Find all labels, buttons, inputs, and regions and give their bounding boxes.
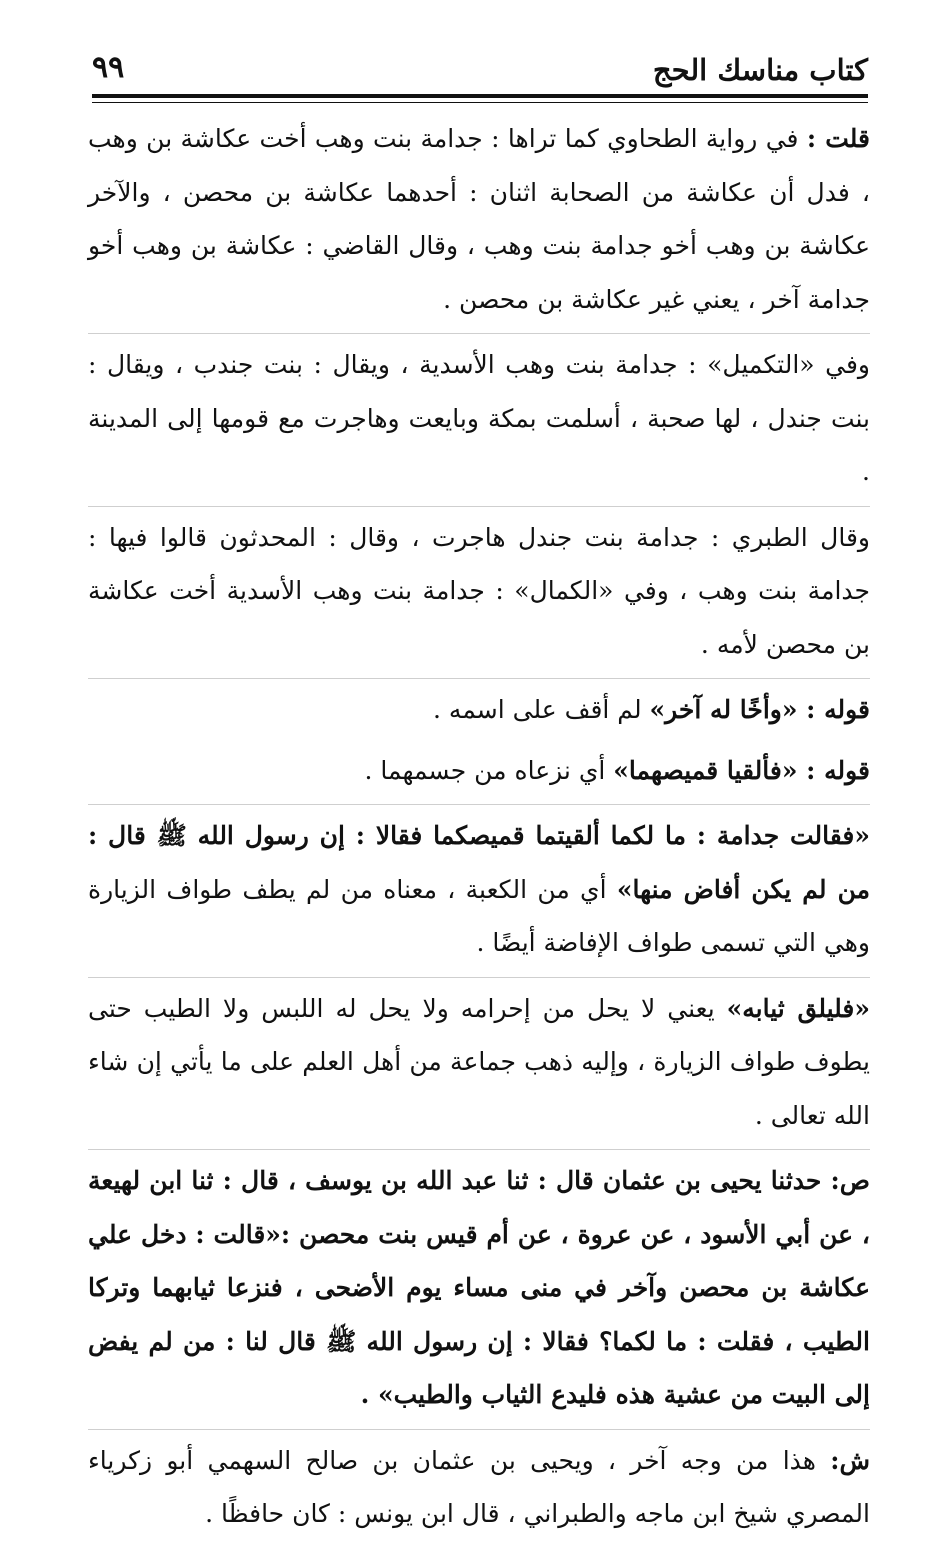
paragraph-lead: ش: <box>830 1445 870 1475</box>
paragraph-text: أي من الكعبة ، معناه من لم يطف طواف الزيارة وهي التي تسمى طواف الإفاضة أيضًا . <box>88 874 870 957</box>
paragraph-text: لم أقف على اسمه . <box>433 695 650 724</box>
paragraph-lead: قلت : <box>806 124 870 153</box>
paragraph-text: هذا من وجه آخر ، ويحيى بن عثمان بن صالح السهمي أبو زكرياء المصري شيخ ابن ماجه والطبراني ، قال ابن يونس : كان حافظًا . <box>88 1445 870 1528</box>
book-title: كتاب مناسك الحج <box>652 53 868 87</box>
page-body <box>88 112 870 1548</box>
paragraph-8 <box>88 1154 870 1430</box>
page-number: ٩٩ <box>92 50 125 85</box>
paragraph-text: وقال الطبري : جدامة بنت جندل هاجرت ، وقال : المحدثون قالوا فيها : جدامة بنت وهب ، وفي «الكمال» : جدامة بنت وهب الأسدية أخت عكاشة بن محصن لأمه . <box>88 522 870 659</box>
paragraph-lead: «فليلق ثيابه» <box>726 993 870 1023</box>
paragraph-2 <box>88 338 870 507</box>
paragraph-6 <box>88 809 870 978</box>
paragraph-1 <box>88 112 870 334</box>
paragraph-lead: ص: حدثنا يحيى بن عثمان قال : ثنا عبد الله بن يوسف ، قال : ثنا ابن لهيعة ، عن أبي الأسود ، عن عروة ، عن أم قيس بنت محصن :«قالت : دخل علي عكاشة بن محصن وآخر في منى مساء يوم الأضحى ، فنزعا ثيابهما وتركا الطيب ، فقلت : ما لكما؟ فقالا : إن رسول الله ﷺ قال لنا : من لم يفض إلى البيت من عشية هذه فليدع الثياب والطيب» . <box>88 1166 870 1409</box>
paragraph-text: أي نزعاه من جسمهما . <box>364 755 614 785</box>
paragraph-3 <box>88 511 870 680</box>
paragraph-lead: «فقالت جدامة : ما لكما ألقيتما قميصكما فقالا : إن رسول الله ﷺ قال : من لم يكن أفاض منها» <box>88 821 871 904</box>
paragraph-text: وفي «التكميل» : جدامة بنت وهب الأسدية ، ويقال : بنت جندب ، ويقال : بنت جندل ، لها صحبة ، أسلمت بمكة وبايعت وهاجرت مع قومها إلى المدينة . <box>88 350 870 486</box>
paragraph-9 <box>88 1434 870 1548</box>
paragraph-4 <box>88 683 870 744</box>
paragraph-5 <box>88 744 870 806</box>
page-header <box>92 50 868 94</box>
paragraph-7 <box>88 982 870 1151</box>
paragraph-text: في رواية الطحاوي كما تراها : جدامة بنت وهب أخت عكاشة بن وهب ، فدل أن عكاشة من الصحابة اثنان : أحدهما عكاشة بن محصن ، والآخر عكاشة بن وهب أخو جدامة بنت وهب ، وقال القاضي : عكاشة بن وهب أخو جدامة آخر ، يعني غير عكاشة بن محصن . <box>88 124 870 314</box>
paragraph-lead: قوله : «فألقيا قميصهما» <box>613 755 870 785</box>
paragraph-text: يعني لا يحل من إحرامه ولا يحل له اللبس ولا الطيب حتى يطوف طواف الزيارة ، وإليه ذهب جماعة من أهل العلم على ما يأتي إن شاء الله تعالى . <box>88 993 870 1130</box>
paragraph-lead: قوله : «وأخًا له آخر» <box>649 695 870 724</box>
header-rule-thick <box>92 94 868 98</box>
header-rule-thin <box>92 102 868 103</box>
